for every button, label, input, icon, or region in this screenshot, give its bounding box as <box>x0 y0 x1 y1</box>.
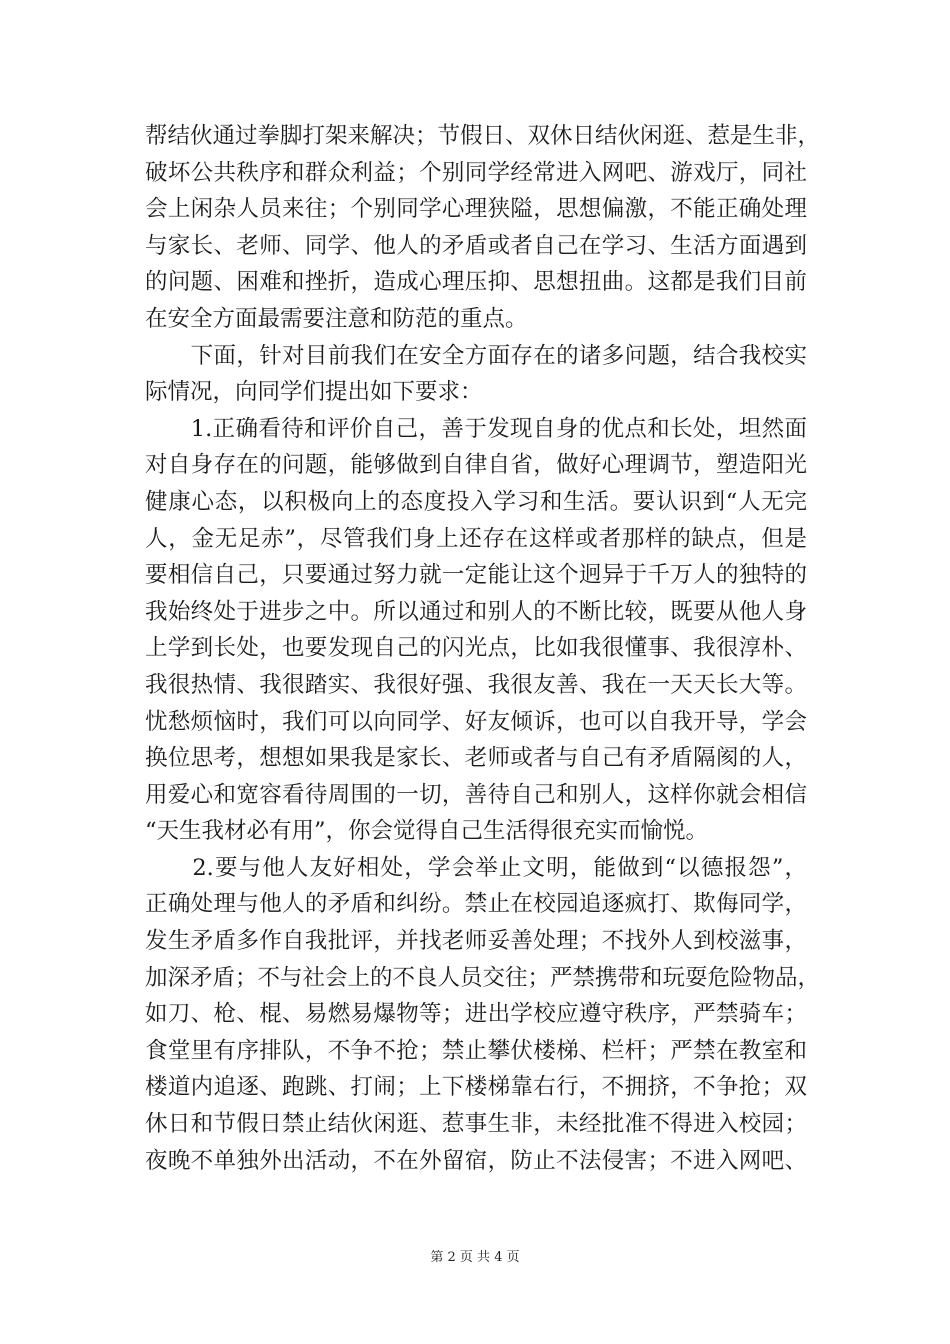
page-footer <box>0 1246 950 1265</box>
text-line: “天生我材必有用”，你会觉得自己生活得很充实而愉悦。 <box>145 818 709 845</box>
text-line: 下面，针对目前我们在安全方面存在的诸多问题，结合我校实 <box>145 342 807 369</box>
document-body <box>145 118 821 1179</box>
text-line: 际情况，向同学们提出如下要求： <box>145 379 483 406</box>
text-line: 换位思考，想想如果我是家长、老师或者与自己有矛盾隔阂的人， <box>145 745 807 772</box>
text-line: 1.正确看待和评价自己，善于发现自身的优点和长处，坦然面 <box>145 415 807 442</box>
text-line: 忧愁烦恼时，我们可以向同学、好友倾诉，也可以自我开导，学会 <box>145 708 807 735</box>
text-line: 上学到长处，也要发现自己的闪光点，比如我很懂事、我很淳朴、 <box>145 635 807 662</box>
text-line: 我始终处于进步之中。所以通过和别人的不断比较，既要从他人身 <box>145 598 807 625</box>
text-line: 休日和节假日禁止结伙闲逛、惹事生非，未经批准不得进入校园； <box>145 1111 807 1138</box>
text-line: 发生矛盾多作自我批评，并找老师妥善处理；不找外人到校滋事， <box>145 928 807 955</box>
text-line: 用爱心和宽容看待周围的一切，善待自己和别人，这样你就会相信 <box>145 781 807 808</box>
text-line: 我很热情、我很踏实、我很好强、我很友善、我在一天天长大等。 <box>145 671 807 698</box>
text-line: 正确处理与他人的矛盾和纠纷。禁止在校园追逐疯打、欺侮同学， <box>145 891 807 918</box>
page-number: 第 2 页 共 4 页 <box>430 1250 520 1265</box>
text-line: 食堂里有序排队，不争不抢；禁止攀伏楼梯、栏杆；严禁在教室和 <box>145 1037 807 1064</box>
text-line: 与家长、老师、同学、他人的矛盾或者自己在学习、生活方面遇到 <box>145 232 807 259</box>
text-line: 夜晚不单独外出活动，不在外留宿，防止不法侵害；不进入网吧、 <box>145 1147 807 1174</box>
text-line: 帮结伙通过拳脚打架来解决；节假日、双休日结伙闲逛、惹是生非， <box>145 123 821 149</box>
text-line: 对自身存在的问题，能够做到自律自省，做好心理调节，塑造阳光 <box>145 452 807 479</box>
text-line: 加深矛盾；不与社会上的不良人员交往；严禁携带和玩耍危险物品， <box>145 964 821 991</box>
text-line: 人，金无足赤”，尽管我们身上还存在这样或者那样的缺点，但是 <box>145 525 807 552</box>
text-line: 在安全方面最需要注意和防范的重点。 <box>145 305 528 332</box>
text-line: 的问题、困难和挫折，造成心理压抑、思想扭曲。这都是我们目前 <box>145 269 807 296</box>
text-line: 健康心态，以积极向上的态度投入学习和生活。要认识到“人无完 <box>145 488 807 515</box>
text-line: 楼道内追逐、跑跳、打闹；上下楼梯靠右行，不拥挤，不争抢；双 <box>145 1074 807 1101</box>
text-line: 2.要与他人友好相处，学会举止文明，能做到“以德报怨”， <box>145 854 807 881</box>
text-line: 会上闲杂人员来往；个别同学心理狭隘，思想偏激，不能正确处理 <box>145 196 807 223</box>
text-line: 破坏公共秩序和群众利益；个别同学经常进入网吧、游戏厅，同社 <box>145 159 807 186</box>
text-line: 如刀、枪、棍、易燃易爆物等；进出学校应遵守秩序，严禁骑车； <box>145 1001 807 1028</box>
text-line: 要相信自己，只要通过努力就一定能让这个迥异于千万人的独特的 <box>145 562 807 589</box>
